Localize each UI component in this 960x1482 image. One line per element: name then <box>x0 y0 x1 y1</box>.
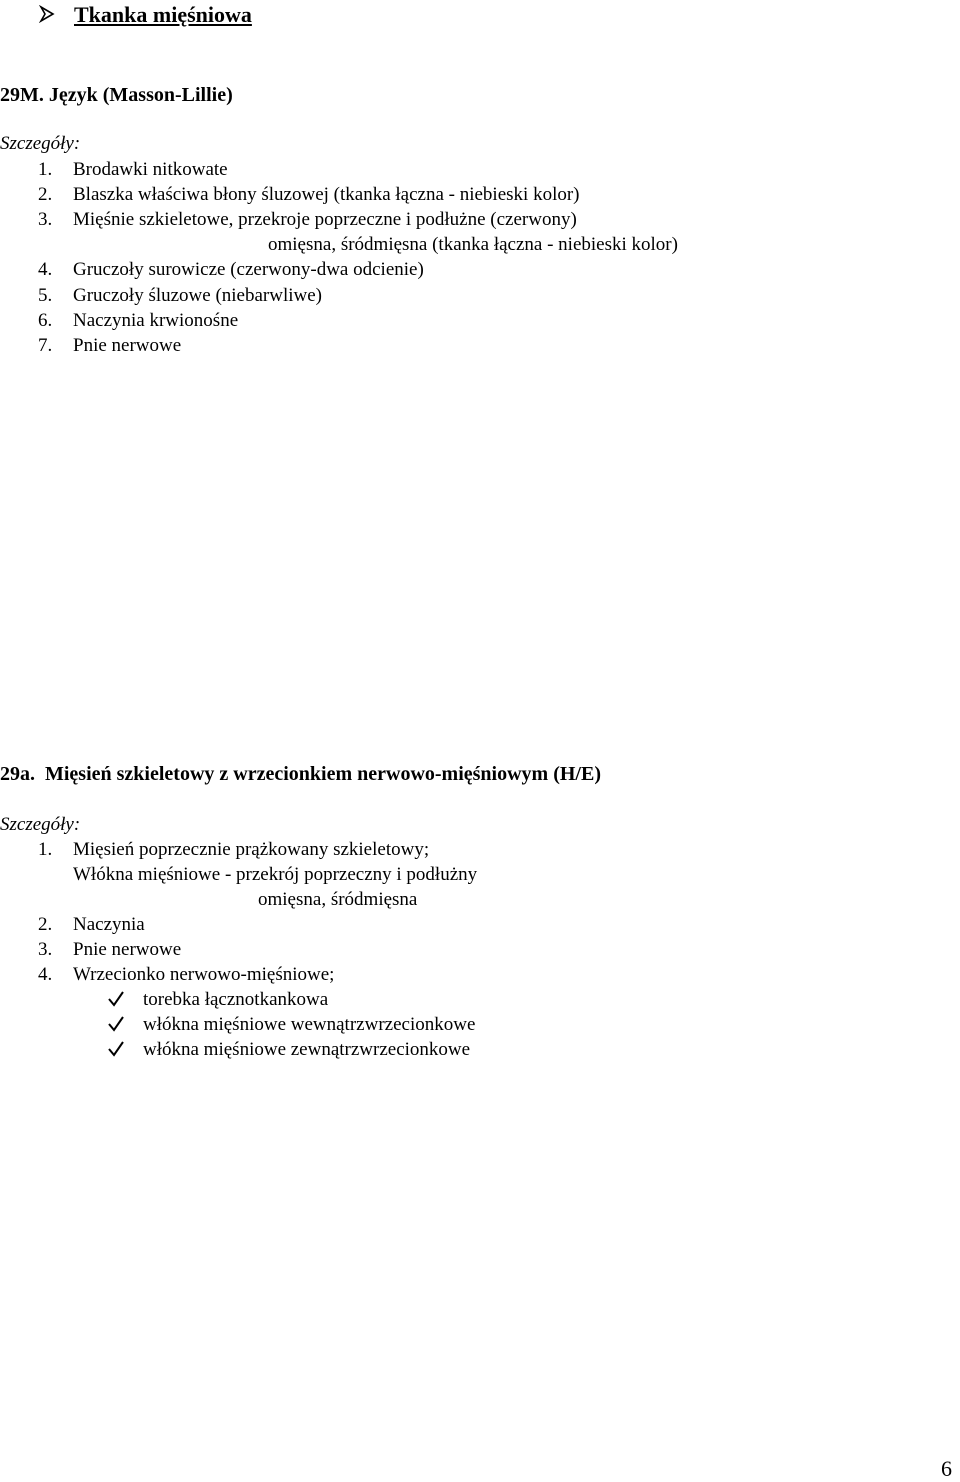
list-item-number: 3. <box>38 209 53 230</box>
section-heading-29m: 29M. Język (Masson-Lillie) <box>0 84 233 106</box>
arrow-bullet-icon <box>38 5 56 23</box>
section-heading-29a: 29a. Mięsień szkieletowy z wrzecionkiem nerwowo-mięśniowym (H/E) <box>0 763 601 785</box>
list-item-number: 4. <box>38 259 53 280</box>
details-label: Szczegóły: <box>0 133 81 154</box>
list-item-number: 5. <box>38 285 53 306</box>
list-item-number: 1. <box>38 839 53 860</box>
list-item-number: 1. <box>38 159 53 180</box>
list-item: Mięśnie szkieletowe, przekroje poprzeczne i podłużne (czerwony) <box>73 209 577 230</box>
list-item-number: 4. <box>38 964 53 985</box>
list-item: Pnie nerwowe <box>73 939 182 960</box>
checkmark-icon <box>107 1015 125 1033</box>
list-item: Mięsień poprzecznie prążkowany szkieletowy; <box>73 839 430 860</box>
check-item: torebka łącznotkankowa <box>143 989 329 1010</box>
list-item-continuation: omięsna, śródmięsna <box>258 889 418 910</box>
list-item-number: 3. <box>38 939 53 960</box>
list-item: Naczynia <box>73 914 145 935</box>
list-item-continuation: omięsna, śródmięsna (tkanka łączna - niebieski kolor) <box>268 234 678 255</box>
list-item: Brodawki nitkowate <box>73 159 228 180</box>
details-label: Szczegóły: <box>0 814 81 835</box>
list-item-continuation: Włókna mięśniowe - przekrój poprzeczny i podłużny <box>73 864 478 885</box>
page-number: 6 <box>941 1456 952 1481</box>
list-item-number: 6. <box>38 310 53 331</box>
check-item: włókna mięśniowe wewnątrzwrzecionkowe <box>143 1014 476 1035</box>
list-item: Pnie nerwowe <box>73 335 182 356</box>
list-item: Wrzecionko nerwowo-mięśniowe; <box>73 964 335 985</box>
list-item-number: 2. <box>38 914 53 935</box>
list-item-number: 7. <box>38 335 53 356</box>
checkmark-icon <box>107 1040 125 1058</box>
list-item: Blaszka właściwa błony śluzowej (tkanka łączna - niebieski kolor) <box>73 184 580 205</box>
check-item: włókna mięśniowe zewnątrzwrzecionkowe <box>143 1039 471 1060</box>
list-item: Gruczoły surowicze (czerwony-dwa odcienie) <box>73 259 424 280</box>
list-item: Gruczoły śluzowe (niebarwliwe) <box>73 285 323 306</box>
list-item: Naczynia krwionośne <box>73 310 239 331</box>
checkmark-icon <box>107 990 125 1008</box>
page-title: Tkanka mięśniowa <box>74 2 252 27</box>
list-item-number: 2. <box>38 184 53 205</box>
